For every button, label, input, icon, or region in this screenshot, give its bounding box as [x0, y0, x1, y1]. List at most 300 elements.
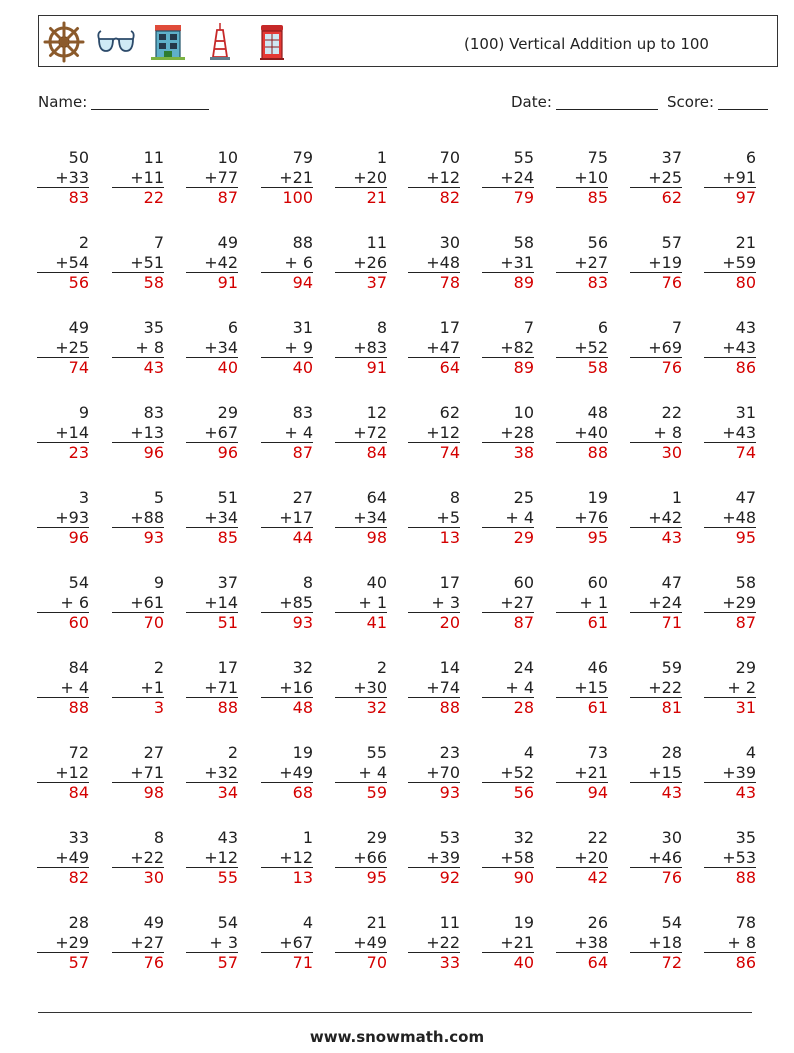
addend-top: 35 — [143, 318, 164, 337]
answer[interactable]: 96 — [143, 443, 164, 462]
addend-bottom: +27 — [482, 593, 534, 614]
addend-top: 62 — [439, 403, 460, 422]
answer[interactable]: 100 — [282, 188, 313, 207]
answer[interactable]: 74 — [68, 358, 89, 377]
answer[interactable]: 70 — [143, 613, 164, 632]
addition-problem — [556, 913, 608, 973]
addend-top: 54 — [68, 573, 89, 592]
answer[interactable]: 29 — [513, 528, 534, 547]
sunglasses-icon — [95, 21, 137, 63]
answer[interactable]: 71 — [661, 613, 682, 632]
addition-problem — [37, 318, 89, 378]
addend-bottom: + 6 — [37, 593, 89, 614]
addition-problem — [482, 913, 534, 973]
addition-problem — [556, 573, 608, 633]
answer[interactable]: 87 — [513, 613, 534, 632]
addend-top: 33 — [68, 828, 89, 847]
addend-bottom: +11 — [112, 168, 164, 189]
answer[interactable]: 91 — [366, 358, 387, 377]
addend-top: 10 — [513, 403, 534, 422]
answer[interactable]: 13 — [292, 868, 313, 887]
answer[interactable]: 91 — [217, 273, 238, 292]
addend-top: 21 — [366, 913, 387, 932]
addend-bottom: +12 — [408, 168, 460, 189]
answer[interactable]: 94 — [587, 783, 608, 802]
addend-top: 31 — [735, 403, 756, 422]
answer[interactable]: 58 — [143, 273, 164, 292]
addend-top: 27 — [143, 743, 164, 762]
addend-top: 14 — [439, 658, 460, 677]
addition-problem — [37, 488, 89, 548]
addend-bottom: + 9 — [261, 338, 313, 359]
addend-bottom: +54 — [37, 253, 89, 274]
addition-problem — [186, 233, 238, 293]
addition-problem — [704, 913, 756, 973]
addend-bottom: + 3 — [186, 933, 238, 954]
addition-problem — [186, 828, 238, 888]
addend-top: 10 — [217, 148, 238, 167]
answer[interactable]: 60 — [68, 613, 89, 632]
answer[interactable]: 90 — [513, 868, 534, 887]
answer[interactable]: 31 — [735, 698, 756, 717]
addition-problem — [186, 403, 238, 463]
addition-problem — [408, 403, 460, 463]
addend-bottom: +17 — [261, 508, 313, 529]
addend-top: 19 — [513, 913, 534, 932]
addend-bottom: +20 — [335, 168, 387, 189]
addend-bottom: +25 — [630, 168, 682, 189]
answer[interactable]: 95 — [587, 528, 608, 547]
addend-top: 2 — [78, 233, 89, 252]
answer[interactable]: 88 — [735, 868, 756, 887]
addend-bottom: +91 — [704, 168, 756, 189]
addend-bottom: +22 — [630, 678, 682, 699]
addend-top: 21 — [735, 233, 756, 252]
answer[interactable]: 56 — [513, 783, 534, 802]
score-label: Score: — [667, 93, 715, 111]
answer[interactable]: 57 — [68, 953, 89, 972]
addend-top: 57 — [661, 233, 682, 252]
addition-problem — [482, 488, 534, 548]
addition-problem — [704, 488, 756, 548]
addition-problem — [482, 828, 534, 888]
addend-bottom: +49 — [261, 763, 313, 784]
addend-bottom: + 8 — [112, 338, 164, 359]
addend-bottom: +51 — [112, 253, 164, 274]
answer[interactable]: 97 — [735, 188, 756, 207]
answer[interactable]: 92 — [439, 868, 460, 887]
answer[interactable]: 43 — [735, 783, 756, 802]
answer[interactable]: 58 — [587, 358, 608, 377]
addend-top: 79 — [292, 148, 313, 167]
answer[interactable]: 51 — [217, 613, 238, 632]
addend-bottom: +24 — [630, 593, 682, 614]
addition-problem — [704, 828, 756, 888]
addend-bottom: +14 — [37, 423, 89, 444]
answer[interactable]: 89 — [513, 358, 534, 377]
addend-bottom: +76 — [556, 508, 608, 529]
addition-problem — [630, 233, 682, 293]
addition-problem — [704, 403, 756, 463]
addition-problem — [335, 318, 387, 378]
addend-bottom: + 6 — [261, 253, 313, 274]
addition-problem — [630, 573, 682, 633]
addition-problem — [335, 573, 387, 633]
addition-problem — [37, 403, 89, 463]
answer[interactable]: 22 — [143, 188, 164, 207]
addend-bottom: +34 — [186, 338, 238, 359]
answer[interactable]: 84 — [366, 443, 387, 462]
addition-problem — [186, 488, 238, 548]
addend-top: 19 — [587, 488, 608, 507]
addition-problem — [630, 828, 682, 888]
addend-top: 28 — [661, 743, 682, 762]
answer[interactable]: 37 — [366, 273, 387, 292]
addend-bottom: +33 — [37, 168, 89, 189]
addend-top: 11 — [366, 233, 387, 252]
answer[interactable]: 80 — [735, 273, 756, 292]
answer[interactable]: 30 — [661, 443, 682, 462]
answer[interactable]: 76 — [661, 868, 682, 887]
answer[interactable]: 95 — [366, 868, 387, 887]
answer[interactable]: 76 — [661, 273, 682, 292]
addition-problem — [704, 573, 756, 633]
addend-top: 9 — [78, 403, 89, 422]
answer[interactable]: 74 — [439, 443, 460, 462]
addition-problem — [112, 318, 164, 378]
addend-top: 31 — [292, 318, 313, 337]
answer[interactable]: 64 — [587, 953, 608, 972]
date-blank[interactable] — [556, 93, 658, 110]
footer-divider — [38, 1012, 752, 1013]
answer[interactable]: 61 — [587, 613, 608, 632]
answer[interactable]: 43 — [661, 528, 682, 547]
footer-site: www.snowmath.com — [309, 1028, 485, 1046]
answer[interactable]: 85 — [217, 528, 238, 547]
addend-bottom: +48 — [704, 508, 756, 529]
answer[interactable]: 23 — [68, 443, 89, 462]
addend-top: 43 — [735, 318, 756, 337]
addend-bottom: +43 — [704, 423, 756, 444]
answer[interactable]: 87 — [735, 613, 756, 632]
addend-top: 2 — [153, 658, 164, 677]
addend-bottom: +67 — [186, 423, 238, 444]
addend-top: 17 — [439, 318, 460, 337]
addition-problem — [630, 148, 682, 208]
addend-top: 59 — [661, 658, 682, 677]
answer[interactable]: 87 — [292, 443, 313, 462]
addend-bottom: +72 — [335, 423, 387, 444]
addition-problem — [408, 318, 460, 378]
answer[interactable]: 43 — [661, 783, 682, 802]
addend-bottom: +42 — [630, 508, 682, 529]
answer[interactable]: 28 — [513, 698, 534, 717]
addition-problem — [482, 403, 534, 463]
addition-problem — [704, 318, 756, 378]
addend-top: 24 — [513, 658, 534, 677]
answer[interactable]: 44 — [292, 528, 313, 547]
addend-bottom: +59 — [704, 253, 756, 274]
answer[interactable]: 86 — [735, 358, 756, 377]
addition-problem — [335, 403, 387, 463]
addend-bottom: +42 — [186, 253, 238, 274]
addend-top: 32 — [292, 658, 313, 677]
addition-problem — [335, 148, 387, 208]
answer[interactable]: 74 — [735, 443, 756, 462]
addition-problem — [482, 148, 534, 208]
addend-bottom: +82 — [482, 338, 534, 359]
addend-bottom: +43 — [704, 338, 756, 359]
addend-bottom: +20 — [556, 848, 608, 869]
answer[interactable]: 83 — [587, 273, 608, 292]
addition-problem — [408, 573, 460, 633]
answer[interactable]: 61 — [587, 698, 608, 717]
addition-problem — [112, 403, 164, 463]
addition-problem — [37, 573, 89, 633]
addition-problem — [186, 913, 238, 973]
answer[interactable]: 85 — [587, 188, 608, 207]
addend-top: 54 — [661, 913, 682, 932]
addition-problem — [261, 403, 313, 463]
answer[interactable]: 62 — [661, 188, 682, 207]
worksheet-header — [38, 15, 778, 67]
answer[interactable]: 88 — [587, 443, 608, 462]
addend-bottom: +12 — [186, 848, 238, 869]
addend-top: 1 — [671, 488, 682, 507]
name-field[interactable] — [38, 93, 209, 111]
answer[interactable]: 96 — [217, 443, 238, 462]
answer[interactable]: 59 — [366, 783, 387, 802]
addend-top: 1 — [302, 828, 313, 847]
addition-problem — [335, 913, 387, 973]
addend-bottom: +52 — [482, 763, 534, 784]
answer[interactable]: 78 — [439, 273, 460, 292]
addition-problem — [335, 658, 387, 718]
addend-top: 49 — [143, 913, 164, 932]
answer[interactable]: 98 — [143, 783, 164, 802]
addend-top: 72 — [68, 743, 89, 762]
addition-problem — [186, 743, 238, 803]
answer[interactable]: 21 — [366, 188, 387, 207]
addend-top: 4 — [523, 743, 534, 762]
addend-bottom: +21 — [556, 763, 608, 784]
score-blank[interactable] — [718, 93, 768, 110]
addend-bottom: +26 — [335, 253, 387, 274]
answer[interactable]: 88 — [68, 698, 89, 717]
addend-top: 60 — [513, 573, 534, 592]
addend-top: 60 — [587, 573, 608, 592]
answer[interactable]: 68 — [292, 783, 313, 802]
addition-problem — [335, 828, 387, 888]
addend-top: 70 — [439, 148, 460, 167]
addition-problem — [408, 913, 460, 973]
answer[interactable]: 48 — [292, 698, 313, 717]
answer[interactable]: 20 — [439, 613, 460, 632]
addition-problem — [261, 233, 313, 293]
addition-problem — [261, 743, 313, 803]
addend-top: 2 — [227, 743, 238, 762]
addend-bottom: +21 — [482, 933, 534, 954]
addend-bottom: +34 — [335, 508, 387, 529]
addition-problem — [112, 573, 164, 633]
addend-top: 56 — [587, 233, 608, 252]
addition-problem — [186, 573, 238, 633]
name-blank[interactable] — [91, 93, 209, 110]
addition-problem — [482, 573, 534, 633]
answer[interactable]: 89 — [513, 273, 534, 292]
addition-problem — [186, 318, 238, 378]
addend-top: 29 — [735, 658, 756, 677]
addition-problem — [704, 743, 756, 803]
date-field[interactable] — [511, 93, 658, 111]
answer[interactable]: 82 — [439, 188, 460, 207]
addend-top: 83 — [292, 403, 313, 422]
addend-bottom: +27 — [556, 253, 608, 274]
addition-problem — [261, 828, 313, 888]
addend-top: 4 — [302, 913, 313, 932]
addition-problem — [630, 488, 682, 548]
addend-top: 6 — [745, 148, 756, 167]
addend-bottom: +67 — [261, 933, 313, 954]
answer[interactable]: 13 — [439, 528, 460, 547]
answer[interactable]: 3 — [153, 698, 164, 717]
answer[interactable]: 32 — [366, 698, 387, 717]
answer[interactable]: 64 — [439, 358, 460, 377]
addend-bottom: +12 — [261, 848, 313, 869]
addition-problem — [482, 658, 534, 718]
addition-problem — [261, 148, 313, 208]
addend-top: 1 — [376, 148, 387, 167]
addend-bottom: + 8 — [630, 423, 682, 444]
answer[interactable]: 70 — [366, 953, 387, 972]
answer[interactable]: 38 — [513, 443, 534, 462]
answer[interactable]: 55 — [217, 868, 238, 887]
addend-bottom: +29 — [704, 593, 756, 614]
answer[interactable]: 42 — [587, 868, 608, 887]
addition-problem — [186, 148, 238, 208]
answer[interactable]: 40 — [292, 358, 313, 377]
addend-top: 78 — [735, 913, 756, 932]
addend-bottom: +34 — [186, 508, 238, 529]
addend-bottom: + 4 — [335, 763, 387, 784]
answer[interactable]: 93 — [439, 783, 460, 802]
answer[interactable]: 30 — [143, 868, 164, 887]
addend-top: 55 — [513, 148, 534, 167]
answer[interactable]: 94 — [292, 273, 313, 292]
answer[interactable]: 88 — [217, 698, 238, 717]
answer[interactable]: 86 — [735, 953, 756, 972]
answer[interactable]: 83 — [68, 188, 89, 207]
addend-top: 19 — [292, 743, 313, 762]
addend-bottom: +39 — [704, 763, 756, 784]
addend-top: 83 — [143, 403, 164, 422]
addition-problem — [556, 828, 608, 888]
answer[interactable]: 81 — [661, 698, 682, 717]
addition-problem — [112, 148, 164, 208]
addend-top: 7 — [671, 318, 682, 337]
answer[interactable]: 41 — [366, 613, 387, 632]
addend-bottom: +22 — [112, 848, 164, 869]
answer[interactable]: 76 — [661, 358, 682, 377]
addend-bottom: +47 — [408, 338, 460, 359]
addend-top: 17 — [439, 573, 460, 592]
addition-problem — [112, 743, 164, 803]
addition-problem — [556, 488, 608, 548]
addition-problem — [556, 658, 608, 718]
answer[interactable]: 95 — [735, 528, 756, 547]
addition-problem — [630, 658, 682, 718]
addition-problem — [482, 233, 534, 293]
addend-bottom: +29 — [37, 933, 89, 954]
answer[interactable]: 56 — [68, 273, 89, 292]
answer[interactable]: 98 — [366, 528, 387, 547]
addition-problem — [556, 743, 608, 803]
addend-top: 25 — [513, 488, 534, 507]
addend-bottom: + 1 — [335, 593, 387, 614]
tower-icon — [199, 21, 241, 63]
addend-top: 8 — [302, 573, 313, 592]
addition-problem — [556, 318, 608, 378]
answer[interactable]: 93 — [292, 613, 313, 632]
addition-problem — [630, 913, 682, 973]
answer[interactable]: 71 — [292, 953, 313, 972]
addend-top: 37 — [661, 148, 682, 167]
answer[interactable]: 33 — [439, 953, 460, 972]
answer[interactable]: 93 — [143, 528, 164, 547]
answer[interactable]: 72 — [661, 953, 682, 972]
addend-bottom: + 3 — [408, 593, 460, 614]
addend-bottom: +39 — [408, 848, 460, 869]
addition-problem — [704, 148, 756, 208]
answer[interactable]: 40 — [217, 358, 238, 377]
answer[interactable]: 43 — [143, 358, 164, 377]
addend-top: 30 — [439, 233, 460, 252]
addend-bottom: +16 — [261, 678, 313, 699]
answer[interactable]: 40 — [513, 953, 534, 972]
answer[interactable]: 88 — [439, 698, 460, 717]
answer[interactable]: 76 — [143, 953, 164, 972]
addend-bottom: +48 — [408, 253, 460, 274]
answer[interactable]: 34 — [217, 783, 238, 802]
addend-bottom: +25 — [37, 338, 89, 359]
addend-bottom: + 4 — [37, 678, 89, 699]
addition-problem — [630, 318, 682, 378]
addend-top: 32 — [513, 828, 534, 847]
addend-top: 54 — [217, 913, 238, 932]
header-icons — [43, 20, 293, 64]
answer[interactable]: 82 — [68, 868, 89, 887]
addition-problem — [630, 743, 682, 803]
addend-top: 84 — [68, 658, 89, 677]
addend-top: 50 — [68, 148, 89, 167]
answer[interactable]: 84 — [68, 783, 89, 802]
score-field[interactable] — [667, 93, 768, 111]
addition-problem — [261, 573, 313, 633]
addend-bottom: +85 — [261, 593, 313, 614]
addend-bottom: +12 — [408, 423, 460, 444]
addend-top: 73 — [587, 743, 608, 762]
addend-bottom: + 8 — [704, 933, 756, 954]
addition-problem — [408, 743, 460, 803]
answer[interactable]: 79 — [513, 188, 534, 207]
addend-top: 48 — [587, 403, 608, 422]
answer[interactable]: 96 — [68, 528, 89, 547]
answer[interactable]: 57 — [217, 953, 238, 972]
answer[interactable]: 87 — [217, 188, 238, 207]
addend-top: 29 — [366, 828, 387, 847]
addend-top: 4 — [745, 743, 756, 762]
addend-top: 53 — [439, 828, 460, 847]
